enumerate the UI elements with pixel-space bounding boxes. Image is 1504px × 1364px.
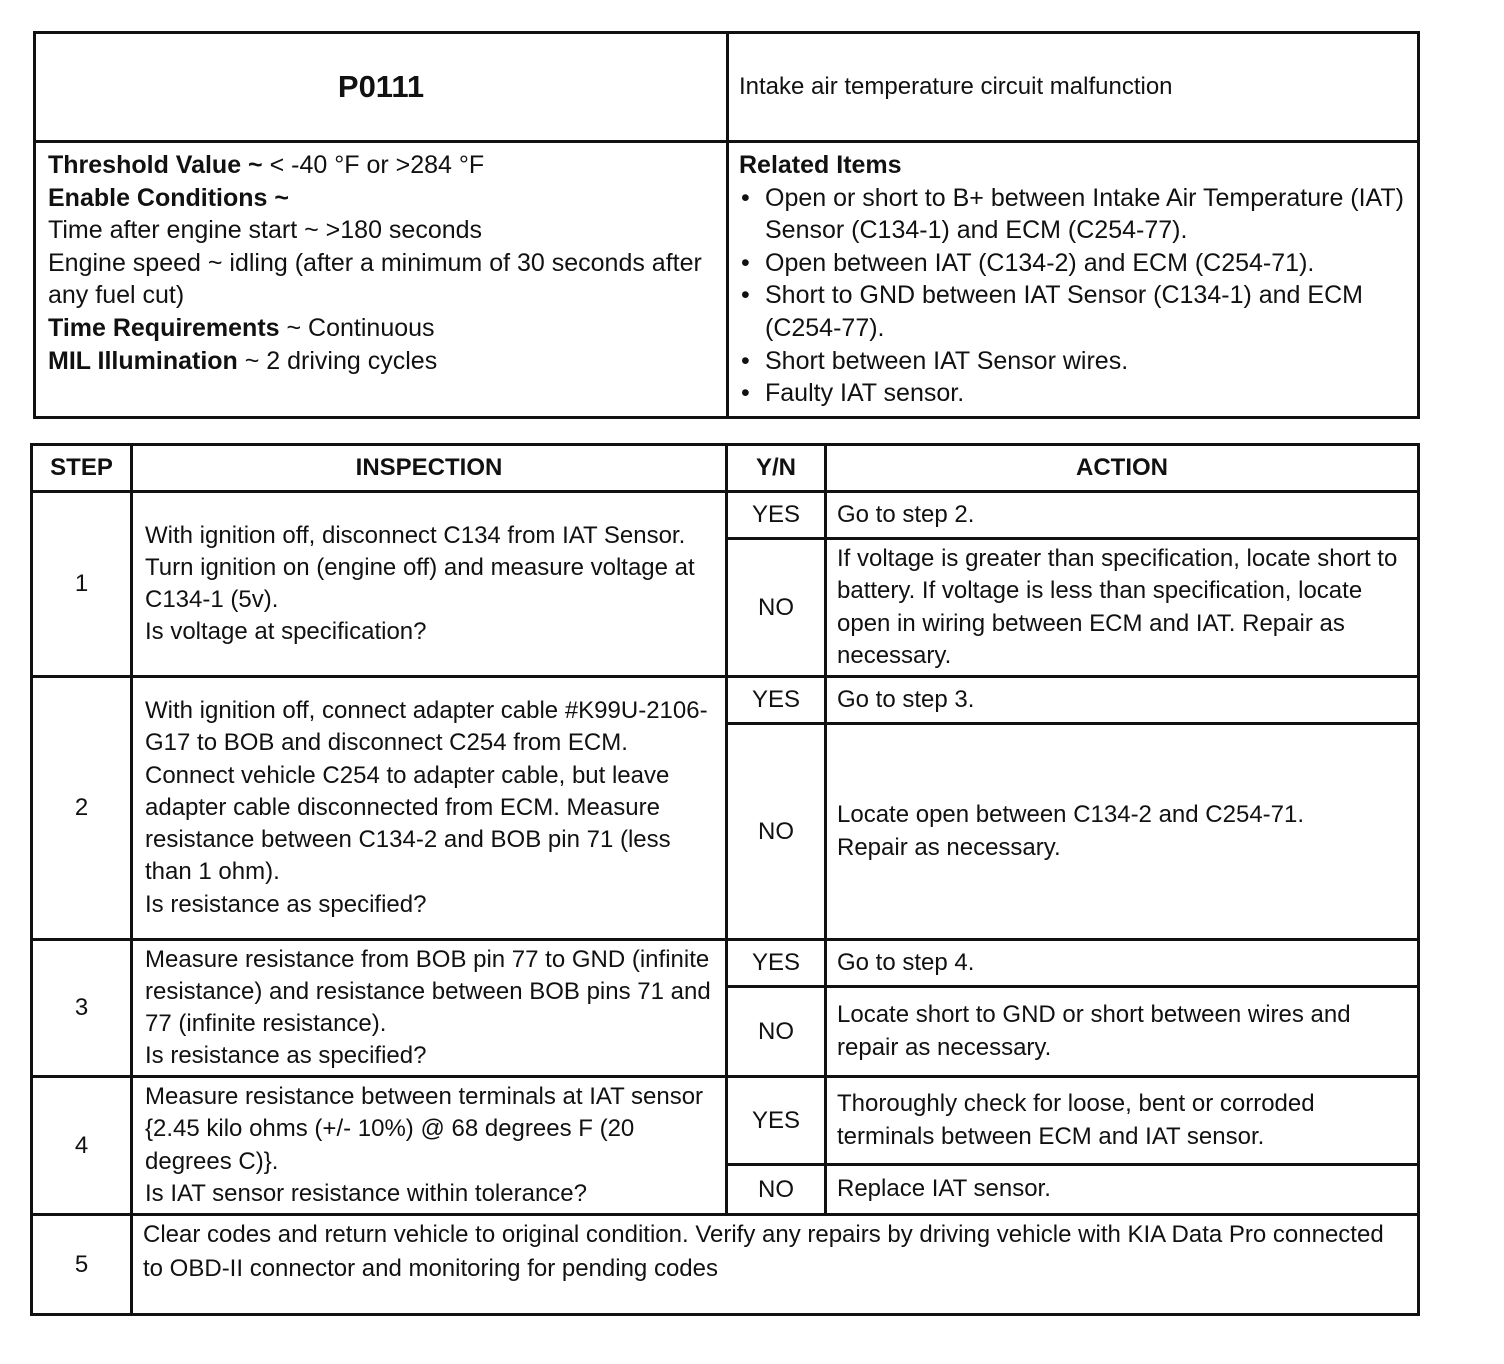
step-number: 5 [32,1215,132,1315]
related-title: Related Items [739,151,902,179]
yes-action: Thoroughly check for loose, bent or corroded terminals between ECM and IAT sensor. [826,1077,1419,1165]
yes-action: Go to step 3. [826,677,1419,724]
no-action: Replace IAT sensor. [826,1165,1419,1215]
mil-line [48,345,716,378]
inspection-text: Measure resistance from BOB pin 77 to GND (infinite resistance) and resistance between BOB pins 71 and 77 (infinite resistance). Is resistance as specified? [145,945,711,1070]
no-action: Locate short to GND or short between wires and repair as necessary. [826,987,1419,1077]
yes-label: YES [727,677,826,724]
no-label: NO [727,539,826,677]
final-step-text: Clear codes and return vehicle to original condition. Verify any repairs by driving vehicle with KIA Data Pro connected to OBD-II connector and monitoring for pending codes [132,1215,1419,1315]
threshold-value: < -40 °F or >284 °F [262,151,485,179]
step-inspection [132,677,727,940]
yes-label: YES [727,940,826,987]
threshold-label: Threshold Value ~ [48,151,263,179]
no-action [826,724,1419,940]
related-item: • Short between IAT Sensor wires. [739,345,1407,378]
dtc-code-cell [35,33,728,142]
yes-label: YES [727,492,826,539]
header-action: ACTION [826,445,1419,492]
step-inspection [132,940,727,1077]
inspection-text: With ignition off, disconnect C134 from IAT Sensor. Turn ignition on (engine off) and measure voltage at C134-1 (5v). Is voltage at specification? [145,521,695,646]
dtc-description: Intake air temperature circuit malfunction [739,73,1173,100]
enable-line-2: Engine speed ~ idling (after a minimum of 30 seconds after any fuel cut) [48,248,702,310]
no-action: If voltage is greater than specification, locate short to battery. If voltage is less than specification, locate open in wiring between ECM and IAT. Repair as necessary. [826,539,1419,677]
step-number: 2 [32,677,132,940]
conditions-cell [35,142,728,418]
header-yn: Y/N [727,445,826,492]
enable-label: Enable Conditions ~ [48,183,289,212]
no-label: NO [727,724,826,940]
yes-label: YES [727,1077,826,1165]
enable-line-1: Time after engine start ~ >180 seconds [48,216,483,245]
dtc-description-cell [728,33,1419,142]
diagnostic-steps-table [30,443,1420,1316]
related-item: • Faulty IAT sensor. [739,377,1407,410]
inspection-text: With ignition off, connect adapter cable #K99U-2106-G17 to BOB and disconnect C254 from ECM. Connect vehicle C254 to adapter cable, but leave adapter cable disconnected from ECM. Measure resistance between C134-2 and BOB pin 71 (less than 1 ohm). Is resistance as specified? [145,697,708,918]
mil-value: ~ 2 driving cycles [237,346,438,375]
time-label: Time Requirements [48,313,280,342]
yes-action: Go to step 2. [826,492,1419,539]
step-inspection [132,492,727,677]
no-label: NO [727,1165,826,1215]
threshold-line [48,149,716,182]
no-action-text: Locate open between C134-2 and C254-71. Repair as necessary. [837,801,1305,861]
step-number: 1 [32,492,132,677]
step-number: 3 [32,940,132,1077]
dtc-code: P0111 [337,69,425,104]
step-inspection [132,1077,727,1215]
mil-label: MIL Illumination [48,346,238,375]
dtc-summary-table [33,31,1420,419]
related-items-cell [728,142,1419,418]
time-value: ~ Continuous [279,313,435,342]
header-inspection: INSPECTION [132,445,727,492]
related-item: • Open between IAT (C134-2) and ECM (C254-71). [739,247,1407,280]
header-step: STEP [32,445,132,492]
yes-action: Go to step 4. [826,940,1419,987]
related-item: • Open or short to B+ between Intake Air Temperature (IAT) Sensor (C134-1) and ECM (C254-77). [739,182,1407,247]
time-line [48,312,716,345]
related-items-list [739,182,1407,410]
no-label: NO [727,987,826,1077]
step-number: 4 [32,1077,132,1215]
inspection-text: Measure resistance between terminals at IAT sensor {2.45 kilo ohms (+/- 10%) @ 68 degrees F (20 degrees C)}. Is IAT sensor resistance within tolerance? [145,1083,704,1207]
related-item: • Short to GND between IAT Sensor (C134-1) and ECM (C254-77). [739,279,1407,344]
